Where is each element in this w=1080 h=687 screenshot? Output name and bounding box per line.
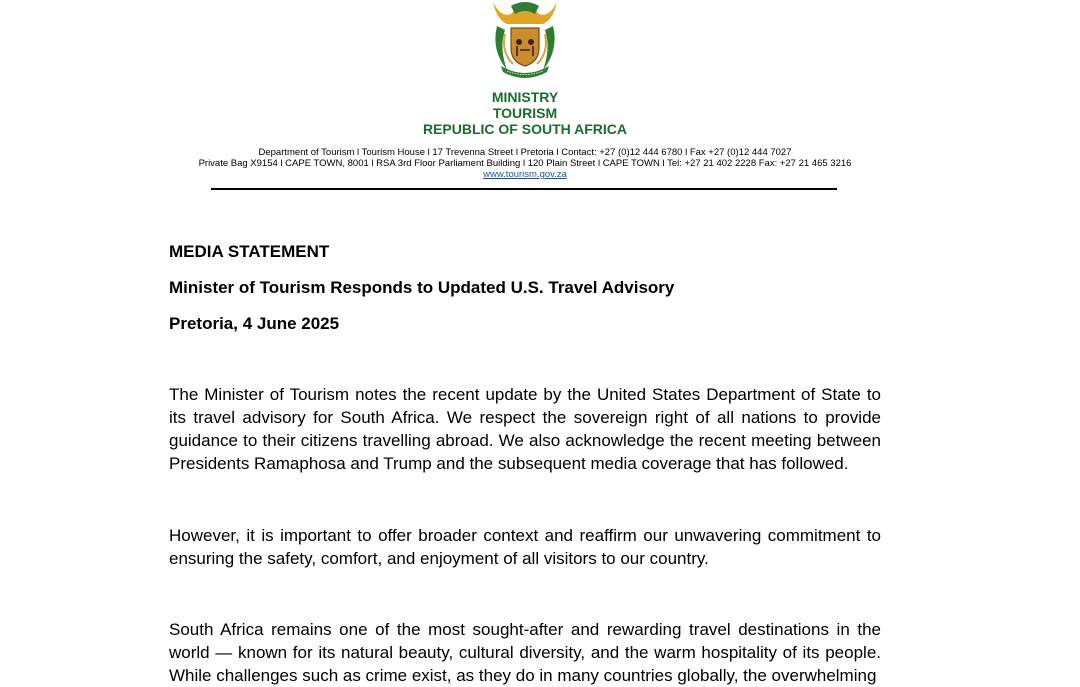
website-link[interactable]: www.tourism.gov.za	[483, 169, 567, 180]
address-line-1: Department of Tourism l Tourism House l 17 Trevenna Street l Pretoria l Contact: +27 (0)12 444 6780 l Fax +27 (0)12 444 7027	[258, 147, 792, 158]
statement-title: Minister of Tourism Responds to Updated U.S. Travel Advisory	[169, 278, 675, 297]
ministry-label: MINISTRY	[491, 89, 559, 105]
statement-dateline: Pretoria, 4 June 2025	[169, 314, 340, 333]
coat-of-arms-logo	[487, 0, 563, 80]
body-paragraph-1: The Minister of Tourism notes the recent update by the United States Department of State to its travel advisory for South Africa. We respect the sovereign right of all nations to provide guidance to their citizens travelling abroad. We also acknowledge the recent meeting between Presidents Ramaphosa and Trump and the subsequent media coverage that has followed.	[169, 385, 881, 473]
address-line-2: Private Bag X9154 l CAPE TOWN, 8001 l RSA 3rd Floor Parliament Building l 120 Plain Street l CAPE TOWN l Tel: +27 21 402 2228 Fax: +27 21 465 3216	[198, 158, 852, 169]
body-paragraph-3: South Africa remains one of the most sought-after and rewarding travel destinations in the world — known for its natural beauty, cultural diversity, and the warm hospitality of its people. While challenges such as crime exist, as they do in many countries globally, the overwhelming	[169, 620, 881, 685]
statement-type: MEDIA STATEMENT	[169, 242, 330, 261]
country-name: REPUBLIC OF SOUTH AFRICA	[422, 121, 628, 137]
body-paragraph-2: However, it is important to offer broader context and reaffirm our unwavering commitment to ensuring the safety, comfort, and enjoyment of all visitors to our country.	[169, 526, 881, 568]
ministry-portfolio: TOURISM	[492, 105, 558, 121]
letterhead-divider	[211, 188, 837, 190]
